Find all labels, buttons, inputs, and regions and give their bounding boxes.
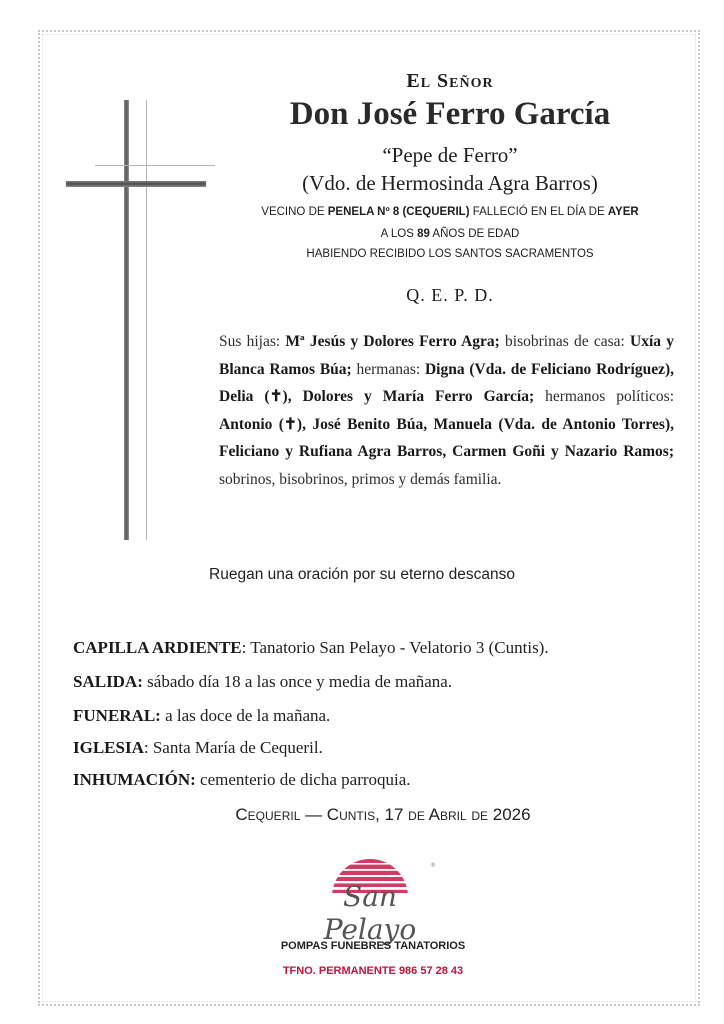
cross-shadow-bar xyxy=(95,165,215,166)
company-tagline: POMPAS FUNEBRES TANATORIOS xyxy=(280,940,466,952)
svg-text:®: ® xyxy=(430,862,436,869)
cross-shadow-line xyxy=(146,100,147,540)
title-prefix: El Señor xyxy=(406,70,494,92)
info-capilla: CAPILLA ARDIENTE: Tanatorio San Pelayo - Velatorio 3 (Cuntis). xyxy=(73,638,549,657)
residence-line: VECINO DE PENELA Nº 8 (CEQUERIL) FALLECIÓ EN EL DÍA DE AYER xyxy=(261,206,639,218)
qepd: Q. E. P. D. xyxy=(406,285,494,305)
info-iglesia: IGLESIA: Santa María de Cequeril. xyxy=(73,738,323,757)
phone-number: TFNO. PERMANENTE 986 57 28 43 xyxy=(282,965,464,977)
info-salida: SALIDA: sábado día 18 a las once y media de mañana. xyxy=(73,672,453,691)
info-funeral: FUNERAL: a las doce de la mañana. xyxy=(73,706,331,725)
nickname: “Pepe de Ferro” xyxy=(382,143,518,167)
logo-text: San Pelayo xyxy=(323,880,417,946)
prayer-request: Ruegan una oración por su eterno descanso xyxy=(209,566,515,583)
cross-bar xyxy=(66,181,206,187)
deceased-name: Don José Ferro García xyxy=(289,96,611,132)
family-paragraph: Sus hijas: Mª Jesús y Dolores Ferro Agra; bisobrinas de casa: Uxía y Blanca Ramos Búa; hermanas: Digna (Vda. de Feliciano Rodríguez), Delia (✝), Dolores y María Ferro García; hermanos políticos: Antonio (✝), José Benito Búa, Manuela (Vda. de Antonio Torres), Feliciano y Rufiana Agra Barros, Carmen Goñi y Nazario Ramos; sobrinos, bisobrinos, primos y demás familia. xyxy=(219,333,675,488)
cross-icon xyxy=(124,100,129,540)
age-line: A LOS 89 AÑOS DE EDAD xyxy=(380,228,520,240)
widower-line: (Vdo. de Hermosinda Agra Barros) xyxy=(302,171,598,195)
sacraments-line: HABIENDO RECIBIDO LOS SANTOS SACRAMENTOS xyxy=(306,248,594,260)
place-date: Cequeril — Cuntis, 17 de Abril de 2026 xyxy=(235,805,531,824)
info-inhumacion: INHUMACIÓN: cementerio de dicha parroquia. xyxy=(73,770,411,789)
